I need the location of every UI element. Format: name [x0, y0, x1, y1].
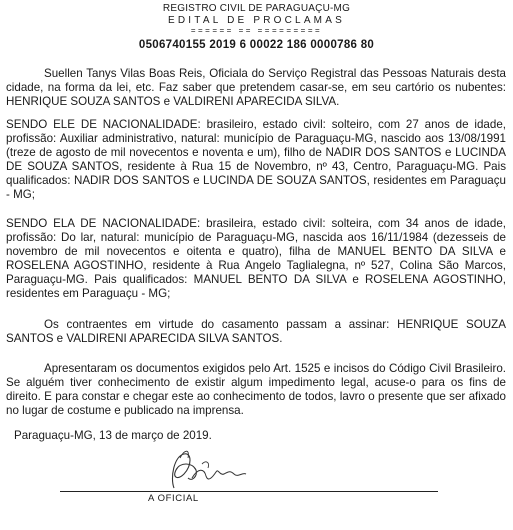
title-underline: ====== == =========: [190, 26, 323, 35]
place-and-date: Paraguaçu-MG, 13 de março de 2019.: [14, 429, 212, 442]
signature-line: [60, 491, 438, 492]
signers-paragraph: Os contraentes em virtude do casamento passam a assinar: HENRIQUE SOUZA SANTOS e VALDIRENI APARECIDA SILVA SANTOS.: [6, 318, 506, 345]
edital-title: EDITAL DE PROCLAMAS: [168, 15, 345, 26]
official-label: A OFICIAL: [148, 493, 199, 504]
bride-paragraph: SENDO ELA DE NACIONALIDADE: brasileira, estado civil: solteira, com 34 anos de idade, profissão: Do lar, natural: município de Paraguaçu-MG, nascida aos 16/11/1984 (dezesseis de novembro de mil novecentos e oitenta e quatro), filha de MANUEL BENTO DA SILVA e ROSELENA AGOSTINHO, residente à Rua Angelo Taglialegna, nº 527, Colina São Marcos, Paraguaçu-MG. Pais qualificados: MANUEL BENTO DA SILVA e ROSELENA AGOSTINHO, residentes em Paraguaçu - MG;: [6, 217, 506, 300]
registry-code: 0506740155 2019 6 00022 186 0000786 80: [138, 39, 375, 51]
handwritten-signature: [162, 448, 252, 496]
closing-paragraph: Apresentaram os documentos exigidos pelo Art. 1525 e incisos do Código Civil Brasileiro. Se alguém tiver conhecimento de existir algum impedimento legal, acuse-o para os fins de direito. E para constar e chegar este ao conhecimento de todos, lavro o presente que ser afixado no lugar de costume e publicado na imprensa.: [6, 362, 506, 417]
intro-paragraph: Suellen Tanys Vilas Boas Reis, Oficiala do Serviço Registral das Pessoas Naturais desta cidade, na forma da lei, etc. Faz saber que pretendem casar-se, em seu cartório os nubentes: HENRIQUE SOUZA SANTOS e VALDIRENI APARECIDA SILVA.: [6, 67, 506, 108]
registry-title: REGISTRO CIVIL DE PARAGUAÇU-MG: [162, 3, 351, 14]
groom-paragraph: SENDO ELE DE NACIONALIDADE: brasileiro, estado civil: solteiro, com 27 anos de idade, profissão: Auxiliar administrativo, natural: município de Paraguaçu-MG, nascido aos 13/08/1991 (treze de agosto de mil novecentos e noventa e um), filho de NADIR DOS SANTOS e LUCINDA DE SOUZA SANTOS, residente à Rua 15 de Novembro, nº 43, Centro, Paraguaçu-MG. Pais qualificados: NADIR DOS SANTOS e LUCINDA DE SOUZA SANTOS, residentes em Paraguaçu - MG;: [6, 118, 506, 201]
